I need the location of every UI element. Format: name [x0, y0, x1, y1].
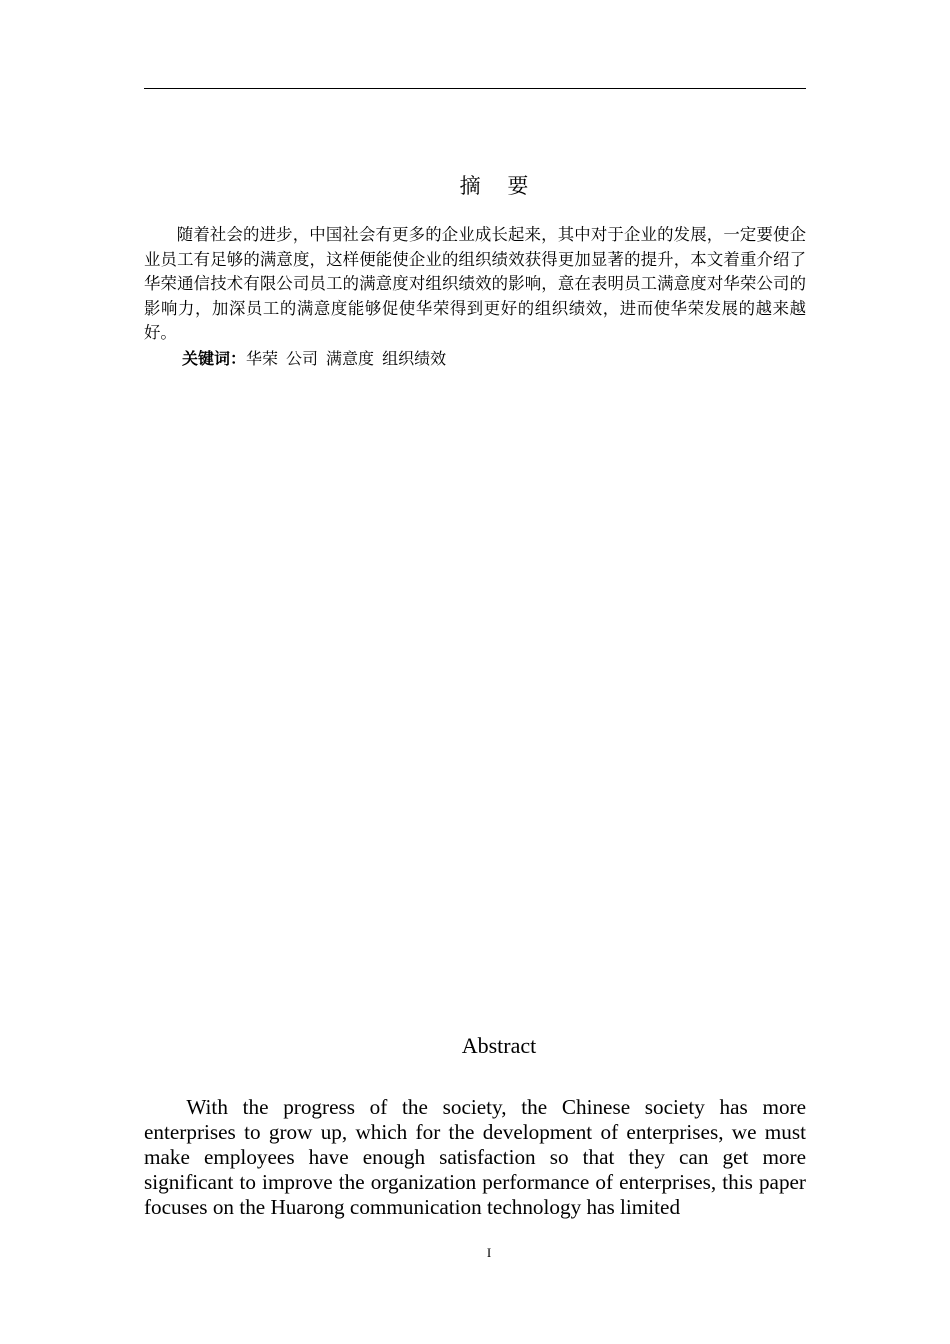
chinese-abstract-body: 随着社会的进步，中国社会有更多的企业成长起来，其中对于企业的发展，一定要使企业员工有足够的满意度，这样便能使企业的组织绩效获得更加显著的提升，本文着重介绍了华荣通信技术有限公司员工的满意度对组织绩效的影响，意在表明员工满意度对华荣公司的影响力，加深员工的满意度能够促使华荣得到更好的组织绩效，进而使华荣发展的越来越好。: [144, 225, 806, 342]
keyword-item: 满意度: [326, 349, 375, 368]
keyword-item: 公司: [286, 349, 319, 368]
english-abstract-title: Abstract: [461, 1033, 537, 1058]
page-number: I: [486, 1245, 492, 1260]
chinese-keywords: [182, 346, 802, 372]
english-abstract-body: With the progress of the society, the Chinese society has more enterprises to grow up, which for the development of enterprises, we must make employees have enough satisfaction so that they can get more significant to improve the organization performance of enterprises, this paper focuses on the Huarong communication technology has limited: [144, 1095, 806, 1219]
keywords-label: 关键词：: [182, 349, 247, 368]
chinese-abstract-title: 摘 要: [459, 174, 539, 198]
header-rule: [144, 88, 806, 89]
keyword-item: 华荣: [246, 349, 279, 368]
keyword-item: 组织绩效: [382, 349, 447, 368]
